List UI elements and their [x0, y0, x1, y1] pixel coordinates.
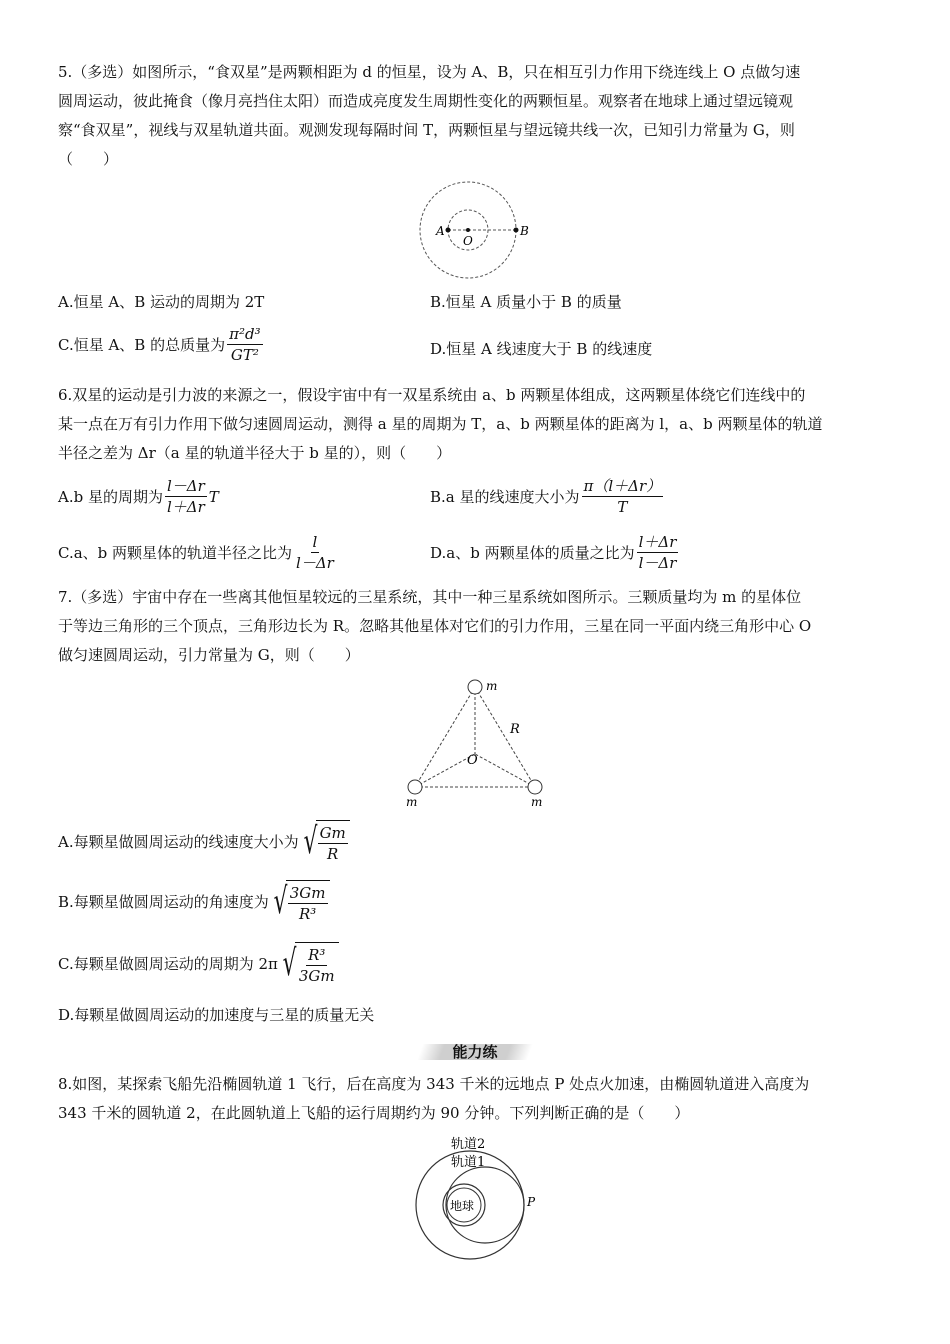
q6-option-b[interactable] [430, 476, 665, 517]
q6-option-d-text: D.a、b 两颗星体的质量之比为 [430, 543, 635, 562]
q6-option-c-denominator: l－Δr [296, 554, 334, 572]
q7-option-b-denominator: R³ [298, 905, 317, 923]
q8-orbit-figure [405, 1132, 555, 1262]
q6-option-a-denominator: l＋Δr [166, 498, 205, 516]
q5-option-c-denominator: GT² [230, 346, 259, 364]
question-5-text [58, 58, 898, 174]
q6-option-a-suffix: T [208, 487, 219, 506]
q6-option-a-numerator: l－Δr [166, 477, 205, 495]
q6-option-d-denominator: l－Δr [638, 554, 677, 572]
q5-option-c-text: C.恒星 A、B 的总质量为 [58, 335, 226, 354]
q6-option-b-numerator: π（l＋Δr） [583, 477, 662, 495]
q5-double-star-figure [410, 178, 540, 283]
q6-option-a[interactable] [58, 476, 219, 517]
q7-option-a-denominator: R [327, 845, 339, 863]
q7-option-c-sqrt [278, 942, 339, 986]
q8-label-orbit1: 轨道1 [451, 1155, 486, 1170]
q7-option-b-text: B.每颗星做圆周运动的角速度为 [58, 893, 269, 911]
q7-option-b-numerator: 3Gm [289, 884, 326, 902]
q7-option-c[interactable] [58, 942, 339, 986]
section-banner [420, 1041, 530, 1063]
q8-label-p: P [527, 1195, 536, 1209]
q5-line-2: 圆周运动，彼此掩食（像月亮挡住太阳）而造成亮度发生周期性变化的两颗恒星。观察者在地球上通过望远镜观 [58, 92, 794, 110]
q5-line-4: （ ） [58, 150, 119, 168]
q7-option-c-fraction [297, 945, 337, 986]
section-title: 能力练 [452, 1043, 498, 1061]
q6-option-b-text: B.a 星的线速度大小为 [430, 487, 580, 506]
sqrt-radical-icon: √ [273, 881, 288, 922]
q5-label-a: A [436, 224, 445, 238]
q8-label-earth: 地球 [450, 1199, 475, 1213]
q6-option-a-text: A.b 星的周期为 [58, 487, 163, 506]
q6-option-c-fraction [294, 532, 336, 573]
q7-line-1: 7.（多选）宇宙中存在一些离其他恒星较远的三星系统，其中一种三星系统如图所示。三颗质量均为 m 的星体位 [58, 588, 802, 606]
q7-option-a-sqrt [299, 820, 350, 864]
q7-option-b[interactable] [58, 880, 330, 924]
q7-three-star-figure [398, 674, 558, 812]
q7-option-b-fraction [288, 883, 328, 924]
q5-label-b: B [520, 224, 529, 238]
q6-line-3: 半径之差为 Δr（a 星的轨道半径大于 b 星的），则（ ） [58, 444, 452, 462]
question-8-text [58, 1070, 898, 1128]
q7-option-b-sqrt [269, 880, 330, 924]
q7-line-3: 做匀速圆周运动，引力常量为 G，则（ ） [58, 646, 360, 664]
q7-option-c-denominator: 3Gm [298, 967, 335, 985]
sqrt-radical-icon: √ [282, 943, 297, 984]
q6-option-c[interactable] [58, 532, 338, 573]
q7-option-c-numerator: R³ [308, 946, 326, 964]
q7-option-a-text: A.每颗星做圆周运动的线速度大小为 [58, 833, 299, 851]
q6-option-a-fraction [165, 476, 207, 517]
question-7-text [58, 583, 898, 670]
q8-label-orbit2: 轨道2 [451, 1137, 486, 1152]
q7-option-d[interactable]: D.每颗星做圆周运动的加速度与三星的质量无关 [58, 1006, 375, 1024]
q6-line-1: 6.双星的运动是引力波的来源之一，假设宇宙中有一双星系统由 a、b 两颗星体组成，这两颗星体绕它们连线中的 [58, 386, 806, 404]
q5-line-3: 察“食双星”，视线与双星轨道共面。观测发现每隔时间 T，两颗恒星与望远镜共线一次，已知引力常量为 G，则 [58, 121, 795, 139]
q6-option-d-fraction [637, 532, 679, 573]
q7-label-m-left: m [406, 795, 418, 809]
q5-option-a[interactable]: A.恒星 A、B 运动的周期为 2T [58, 293, 265, 311]
q7-label-r: R [510, 722, 520, 737]
q5-option-b[interactable]: B.恒星 A 质量小于 B 的质量 [430, 293, 622, 311]
q5-option-c-fraction [227, 324, 263, 365]
q6-option-d[interactable] [430, 532, 680, 573]
q6-option-b-denominator: T [617, 498, 628, 516]
q6-line-2: 某一点在万有引力作用下做匀速圆周运动，测得 a 星的周期为 T，a、b 两颗星体的距离为 l，a、b 两颗星体的轨道 [58, 415, 823, 433]
q6-option-d-numerator: l＋Δr [638, 533, 677, 551]
q7-label-o: O [467, 753, 478, 768]
q7-label-m-top: m [486, 679, 498, 693]
q6-option-c-numerator: l [312, 533, 318, 551]
q7-option-a[interactable] [58, 820, 350, 864]
q6-option-c-text: C.a、b 两颗星体的轨道半径之比为 [58, 543, 293, 562]
q5-option-c-numerator: π²d³ [229, 325, 261, 343]
q7-line-2: 于等边三角形的三个顶点，三角形边长为 R。忽略其他星体对它们的引力作用，三星在同一平面内绕三角形中心 O [58, 617, 812, 635]
q5-option-d[interactable]: D.恒星 A 线速度大于 B 的线速度 [430, 340, 653, 358]
question-6-text [58, 381, 898, 468]
q7-option-a-numerator: Gm [319, 824, 346, 842]
q7-option-a-fraction [318, 823, 348, 864]
q5-line-1: 5.（多选）如图所示，“食双星”是两颗相距为 d 的恒星，设为 A、B，只在相互引力作用下绕连线上 O 点做匀速 [58, 63, 801, 81]
q7-label-m-right: m [531, 795, 543, 809]
q8-line-2: 343 千米的圆轨道 2，在此圆轨道上飞船的运行周期约为 90 分钟。下列判断正确的是（ ） [58, 1104, 690, 1122]
q6-option-b-fraction [582, 476, 664, 517]
q5-label-o: O [463, 234, 473, 248]
q8-line-1: 8.如图，某探索飞船先沿椭圆轨道 1 飞行，后在高度为 343 千米的远地点 P 处点火加速，由椭圆轨道进入高度为 [58, 1075, 810, 1093]
q5-option-c[interactable] [58, 324, 265, 365]
sqrt-radical-icon: √ [303, 821, 317, 862]
q7-option-c-text: C.每颗星做圆周运动的周期为 2π [58, 955, 278, 973]
